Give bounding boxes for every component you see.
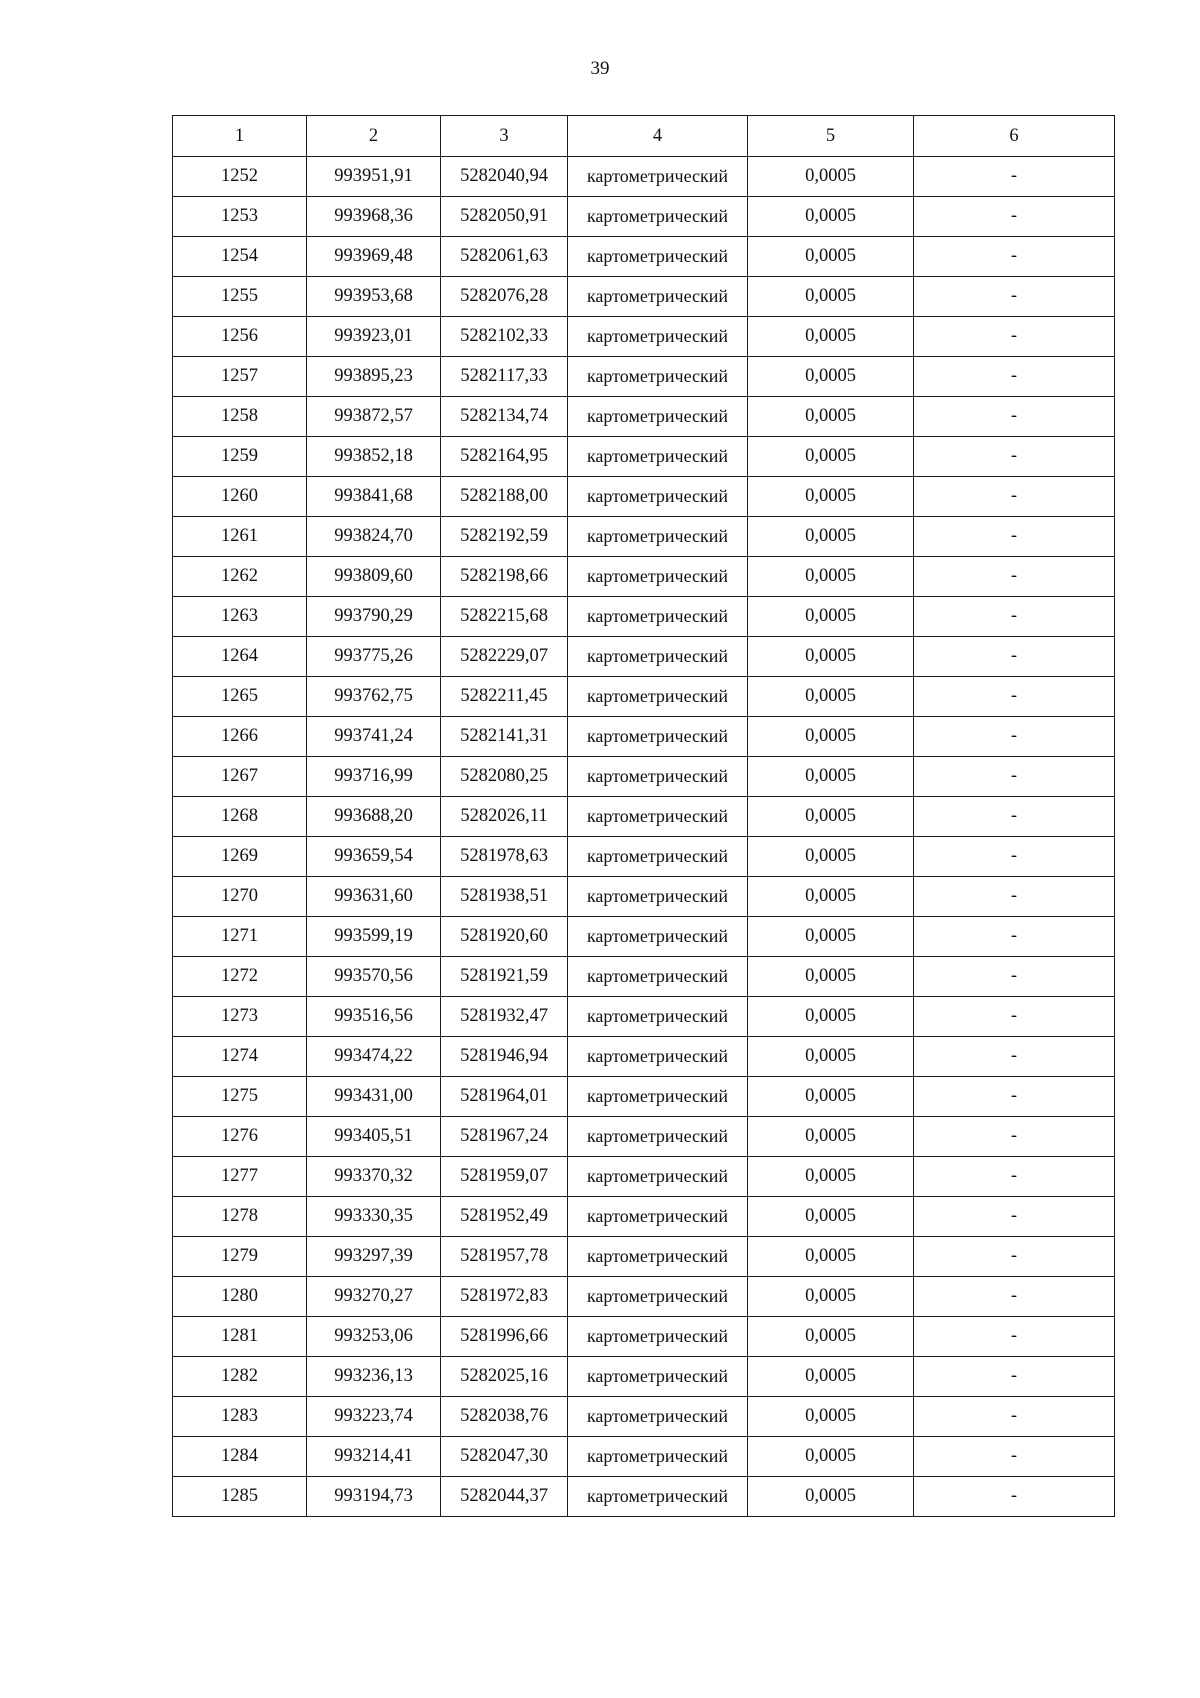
accuracy-cell: 0,0005	[748, 357, 914, 397]
extra-cell: -	[914, 797, 1115, 837]
extra-cell: -	[914, 1437, 1115, 1477]
table-row	[173, 517, 1115, 557]
accuracy-cell: 0,0005	[748, 1357, 914, 1397]
method-cell: картометрический	[568, 1197, 748, 1237]
extra-cell: -	[914, 637, 1115, 677]
x-coordinate-cell: 993270,27	[307, 1277, 441, 1317]
point-number-cell: 1264	[173, 637, 307, 677]
x-coordinate-cell: 993570,56	[307, 957, 441, 997]
table-row	[173, 317, 1115, 357]
y-coordinate-cell: 5282040,94	[441, 157, 568, 197]
x-coordinate-cell: 993194,73	[307, 1477, 441, 1517]
point-number-cell: 1268	[173, 797, 307, 837]
point-number-cell: 1261	[173, 517, 307, 557]
y-coordinate-cell: 5281952,49	[441, 1197, 568, 1237]
accuracy-cell: 0,0005	[748, 597, 914, 637]
table-row	[173, 157, 1115, 197]
accuracy-cell: 0,0005	[748, 517, 914, 557]
table-row	[173, 717, 1115, 757]
y-coordinate-cell: 5281957,78	[441, 1237, 568, 1277]
table-row	[173, 1437, 1115, 1477]
method-cell: картометрический	[568, 1237, 748, 1277]
extra-cell: -	[914, 1317, 1115, 1357]
y-coordinate-cell: 5282229,07	[441, 637, 568, 677]
method-cell: картометрический	[568, 1117, 748, 1157]
x-coordinate-cell: 993330,35	[307, 1197, 441, 1237]
accuracy-cell: 0,0005	[748, 957, 914, 997]
x-coordinate-cell: 993516,56	[307, 997, 441, 1037]
point-number-cell: 1275	[173, 1077, 307, 1117]
table-row	[173, 1277, 1115, 1317]
accuracy-cell: 0,0005	[748, 717, 914, 757]
y-coordinate-cell: 5281964,01	[441, 1077, 568, 1117]
table-row	[173, 397, 1115, 437]
extra-cell: -	[914, 957, 1115, 997]
x-coordinate-cell: 993762,75	[307, 677, 441, 717]
extra-cell: -	[914, 477, 1115, 517]
y-coordinate-cell: 5282025,16	[441, 1357, 568, 1397]
x-coordinate-cell: 993659,54	[307, 837, 441, 877]
accuracy-cell: 0,0005	[748, 637, 914, 677]
point-number-cell: 1276	[173, 1117, 307, 1157]
accuracy-cell: 0,0005	[748, 1477, 914, 1517]
table-row	[173, 237, 1115, 277]
table-row	[173, 997, 1115, 1037]
y-coordinate-cell: 5282141,31	[441, 717, 568, 757]
point-number-cell: 1267	[173, 757, 307, 797]
accuracy-cell: 0,0005	[748, 1157, 914, 1197]
point-number-cell: 1255	[173, 277, 307, 317]
method-cell: картометрический	[568, 1397, 748, 1437]
accuracy-cell: 0,0005	[748, 1397, 914, 1437]
y-coordinate-cell: 5281978,63	[441, 837, 568, 877]
table-row	[173, 957, 1115, 997]
point-number-cell: 1274	[173, 1037, 307, 1077]
column-header-4: 4	[568, 116, 748, 157]
method-cell: картометрический	[568, 917, 748, 957]
extra-cell: -	[914, 757, 1115, 797]
accuracy-cell: 0,0005	[748, 397, 914, 437]
method-cell: картометрический	[568, 1477, 748, 1517]
x-coordinate-cell: 993223,74	[307, 1397, 441, 1437]
point-number-cell: 1260	[173, 477, 307, 517]
accuracy-cell: 0,0005	[748, 317, 914, 357]
method-cell: картометрический	[568, 1317, 748, 1357]
extra-cell: -	[914, 1477, 1115, 1517]
x-coordinate-cell: 993214,41	[307, 1437, 441, 1477]
point-number-cell: 1277	[173, 1157, 307, 1197]
y-coordinate-cell: 5281932,47	[441, 997, 568, 1037]
accuracy-cell: 0,0005	[748, 277, 914, 317]
point-number-cell: 1265	[173, 677, 307, 717]
x-coordinate-cell: 993923,01	[307, 317, 441, 357]
point-number-cell: 1257	[173, 357, 307, 397]
method-cell: картометрический	[568, 477, 748, 517]
x-coordinate-cell: 993841,68	[307, 477, 441, 517]
table-row	[173, 1317, 1115, 1357]
point-number-cell: 1278	[173, 1197, 307, 1237]
method-cell: картометрический	[568, 277, 748, 317]
extra-cell: -	[914, 1117, 1115, 1157]
method-cell: картометрический	[568, 437, 748, 477]
point-number-cell: 1279	[173, 1237, 307, 1277]
y-coordinate-cell: 5282192,59	[441, 517, 568, 557]
column-header-5: 5	[748, 116, 914, 157]
x-coordinate-cell: 993969,48	[307, 237, 441, 277]
point-number-cell: 1259	[173, 437, 307, 477]
coordinates-table	[172, 115, 1115, 1517]
x-coordinate-cell: 993688,20	[307, 797, 441, 837]
accuracy-cell: 0,0005	[748, 1277, 914, 1317]
table-row	[173, 1117, 1115, 1157]
method-cell: картометрический	[568, 757, 748, 797]
accuracy-cell: 0,0005	[748, 437, 914, 477]
accuracy-cell: 0,0005	[748, 1317, 914, 1357]
table-row	[173, 277, 1115, 317]
table-row	[173, 597, 1115, 637]
extra-cell: -	[914, 317, 1115, 357]
accuracy-cell: 0,0005	[748, 1037, 914, 1077]
x-coordinate-cell: 993716,99	[307, 757, 441, 797]
method-cell: картометрический	[568, 157, 748, 197]
method-cell: картометрический	[568, 957, 748, 997]
y-coordinate-cell: 5281920,60	[441, 917, 568, 957]
table-row	[173, 1037, 1115, 1077]
accuracy-cell: 0,0005	[748, 157, 914, 197]
y-coordinate-cell: 5282047,30	[441, 1437, 568, 1477]
page-number: 39	[590, 58, 610, 79]
point-number-cell: 1263	[173, 597, 307, 637]
accuracy-cell: 0,0005	[748, 837, 914, 877]
method-cell: картометрический	[568, 557, 748, 597]
method-cell: картометрический	[568, 877, 748, 917]
table-row	[173, 1157, 1115, 1197]
point-number-cell: 1270	[173, 877, 307, 917]
y-coordinate-cell: 5282134,74	[441, 397, 568, 437]
x-coordinate-cell: 993872,57	[307, 397, 441, 437]
extra-cell: -	[914, 997, 1115, 1037]
method-cell: картометрический	[568, 997, 748, 1037]
table-row	[173, 757, 1115, 797]
method-cell: картометрический	[568, 797, 748, 837]
method-cell: картометрический	[568, 317, 748, 357]
accuracy-cell: 0,0005	[748, 917, 914, 957]
x-coordinate-cell: 993236,13	[307, 1357, 441, 1397]
y-coordinate-cell: 5282215,68	[441, 597, 568, 637]
method-cell: картометрический	[568, 677, 748, 717]
accuracy-cell: 0,0005	[748, 237, 914, 277]
method-cell: картометрический	[568, 357, 748, 397]
y-coordinate-cell: 5281959,07	[441, 1157, 568, 1197]
extra-cell: -	[914, 157, 1115, 197]
point-number-cell: 1254	[173, 237, 307, 277]
extra-cell: -	[914, 1037, 1115, 1077]
extra-cell: -	[914, 597, 1115, 637]
table-row	[173, 637, 1115, 677]
table-row	[173, 1357, 1115, 1397]
point-number-cell: 1285	[173, 1477, 307, 1517]
table-row	[173, 1077, 1115, 1117]
extra-cell: -	[914, 877, 1115, 917]
table-row	[173, 837, 1115, 877]
y-coordinate-cell: 5282080,25	[441, 757, 568, 797]
table-row	[173, 477, 1115, 517]
x-coordinate-cell: 993790,29	[307, 597, 441, 637]
method-cell: картометрический	[568, 1037, 748, 1077]
accuracy-cell: 0,0005	[748, 557, 914, 597]
y-coordinate-cell: 5282026,11	[441, 797, 568, 837]
extra-cell: -	[914, 1157, 1115, 1197]
y-coordinate-cell: 5282117,33	[441, 357, 568, 397]
extra-cell: -	[914, 237, 1115, 277]
method-cell: картометрический	[568, 717, 748, 757]
y-coordinate-cell: 5281938,51	[441, 877, 568, 917]
x-coordinate-cell: 993824,70	[307, 517, 441, 557]
x-coordinate-cell: 993631,60	[307, 877, 441, 917]
x-coordinate-cell: 993953,68	[307, 277, 441, 317]
point-number-cell: 1252	[173, 157, 307, 197]
extra-cell: -	[914, 277, 1115, 317]
table-row	[173, 677, 1115, 717]
table-row	[173, 557, 1115, 597]
extra-cell: -	[914, 357, 1115, 397]
method-cell: картометрический	[568, 597, 748, 637]
table-row	[173, 197, 1115, 237]
extra-cell: -	[914, 1197, 1115, 1237]
table-row	[173, 1237, 1115, 1277]
accuracy-cell: 0,0005	[748, 1117, 914, 1157]
accuracy-cell: 0,0005	[748, 877, 914, 917]
x-coordinate-cell: 993809,60	[307, 557, 441, 597]
y-coordinate-cell: 5282061,63	[441, 237, 568, 277]
point-number-cell: 1262	[173, 557, 307, 597]
method-cell: картометрический	[568, 237, 748, 277]
y-coordinate-cell: 5282076,28	[441, 277, 568, 317]
method-cell: картометрический	[568, 397, 748, 437]
extra-cell: -	[914, 1237, 1115, 1277]
y-coordinate-cell: 5281921,59	[441, 957, 568, 997]
point-number-cell: 1269	[173, 837, 307, 877]
method-cell: картометрический	[568, 1357, 748, 1397]
method-cell: картометрический	[568, 197, 748, 237]
table-row	[173, 1477, 1115, 1517]
table-row	[173, 1397, 1115, 1437]
method-cell: картометрический	[568, 1277, 748, 1317]
accuracy-cell: 0,0005	[748, 757, 914, 797]
accuracy-cell: 0,0005	[748, 997, 914, 1037]
extra-cell: -	[914, 717, 1115, 757]
y-coordinate-cell: 5282211,45	[441, 677, 568, 717]
accuracy-cell: 0,0005	[748, 197, 914, 237]
x-coordinate-cell: 993895,23	[307, 357, 441, 397]
y-coordinate-cell: 5282050,91	[441, 197, 568, 237]
accuracy-cell: 0,0005	[748, 1237, 914, 1277]
x-coordinate-cell: 993253,06	[307, 1317, 441, 1357]
accuracy-cell: 0,0005	[748, 477, 914, 517]
y-coordinate-cell: 5282198,66	[441, 557, 568, 597]
x-coordinate-cell: 993968,36	[307, 197, 441, 237]
accuracy-cell: 0,0005	[748, 1437, 914, 1477]
method-cell: картометрический	[568, 1437, 748, 1477]
accuracy-cell: 0,0005	[748, 677, 914, 717]
x-coordinate-cell: 993741,24	[307, 717, 441, 757]
extra-cell: -	[914, 677, 1115, 717]
extra-cell: -	[914, 1077, 1115, 1117]
x-coordinate-cell: 993405,51	[307, 1117, 441, 1157]
point-number-cell: 1282	[173, 1357, 307, 1397]
extra-cell: -	[914, 197, 1115, 237]
y-coordinate-cell: 5281946,94	[441, 1037, 568, 1077]
point-number-cell: 1272	[173, 957, 307, 997]
extra-cell: -	[914, 517, 1115, 557]
column-header-2: 2	[307, 116, 441, 157]
method-cell: картометрический	[568, 837, 748, 877]
point-number-cell: 1280	[173, 1277, 307, 1317]
table-row	[173, 1197, 1115, 1237]
table-row	[173, 357, 1115, 397]
extra-cell: -	[914, 397, 1115, 437]
table-row	[173, 917, 1115, 957]
y-coordinate-cell: 5281967,24	[441, 1117, 568, 1157]
point-number-cell: 1283	[173, 1397, 307, 1437]
point-number-cell: 1281	[173, 1317, 307, 1357]
y-coordinate-cell: 5282038,76	[441, 1397, 568, 1437]
point-number-cell: 1273	[173, 997, 307, 1037]
method-cell: картометрический	[568, 517, 748, 557]
extra-cell: -	[914, 837, 1115, 877]
x-coordinate-cell: 993297,39	[307, 1237, 441, 1277]
table-row	[173, 437, 1115, 477]
column-header-6: 6	[914, 116, 1115, 157]
y-coordinate-cell: 5282102,33	[441, 317, 568, 357]
x-coordinate-cell: 993474,22	[307, 1037, 441, 1077]
accuracy-cell: 0,0005	[748, 797, 914, 837]
extra-cell: -	[914, 1277, 1115, 1317]
y-coordinate-cell: 5282044,37	[441, 1477, 568, 1517]
point-number-cell: 1266	[173, 717, 307, 757]
x-coordinate-cell: 993852,18	[307, 437, 441, 477]
x-coordinate-cell: 993370,32	[307, 1157, 441, 1197]
header-row	[173, 116, 1115, 157]
accuracy-cell: 0,0005	[748, 1197, 914, 1237]
extra-cell: -	[914, 917, 1115, 957]
table-row	[173, 877, 1115, 917]
method-cell: картометрический	[568, 1077, 748, 1117]
extra-cell: -	[914, 1357, 1115, 1397]
y-coordinate-cell: 5282164,95	[441, 437, 568, 477]
point-number-cell: 1256	[173, 317, 307, 357]
extra-cell: -	[914, 437, 1115, 477]
x-coordinate-cell: 993599,19	[307, 917, 441, 957]
y-coordinate-cell: 5282188,00	[441, 477, 568, 517]
y-coordinate-cell: 5281996,66	[441, 1317, 568, 1357]
point-number-cell: 1258	[173, 397, 307, 437]
table-row	[173, 797, 1115, 837]
y-coordinate-cell: 5281972,83	[441, 1277, 568, 1317]
x-coordinate-cell: 993951,91	[307, 157, 441, 197]
x-coordinate-cell: 993775,26	[307, 637, 441, 677]
column-header-1: 1	[173, 116, 307, 157]
x-coordinate-cell: 993431,00	[307, 1077, 441, 1117]
point-number-cell: 1271	[173, 917, 307, 957]
accuracy-cell: 0,0005	[748, 1077, 914, 1117]
method-cell: картометрический	[568, 1157, 748, 1197]
table-body	[173, 157, 1115, 1517]
column-header-3: 3	[441, 116, 568, 157]
extra-cell: -	[914, 1397, 1115, 1437]
extra-cell: -	[914, 557, 1115, 597]
point-number-cell: 1284	[173, 1437, 307, 1477]
point-number-cell: 1253	[173, 197, 307, 237]
method-cell: картометрический	[568, 637, 748, 677]
